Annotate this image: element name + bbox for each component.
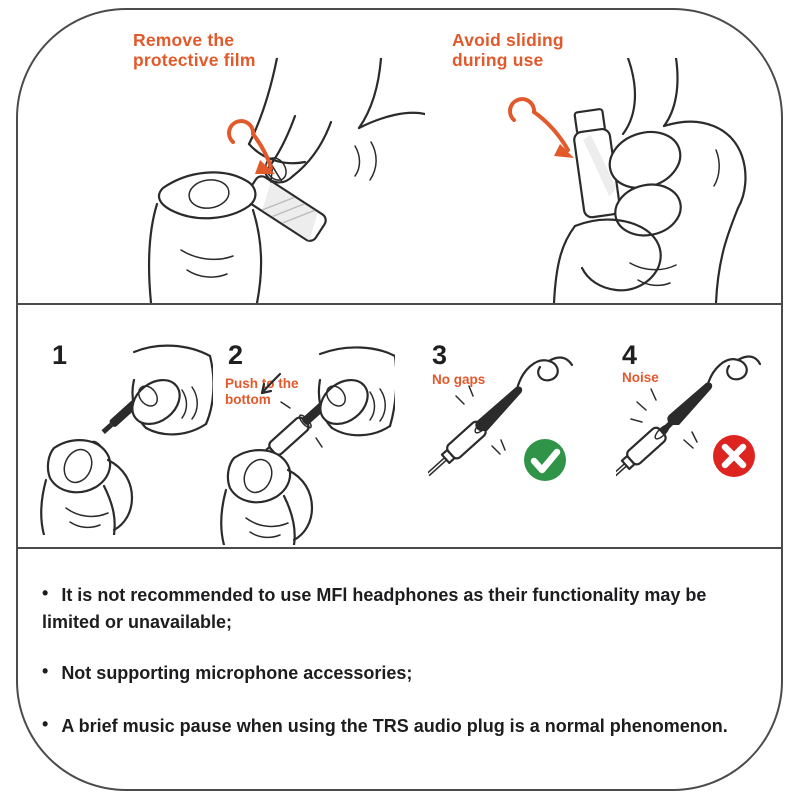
- step-3-label: No gaps: [432, 372, 486, 387]
- step-4-illustration: [616, 352, 761, 487]
- bullet-dot: •: [42, 661, 49, 681]
- note-text-3: A brief music pause when using the TRS audio plug is a normal phenomenon.: [61, 716, 728, 736]
- step-2-illustration: [220, 340, 395, 545]
- curved-arrow-icon: [510, 99, 574, 158]
- note-item-trs-pause: [42, 713, 760, 740]
- note-item-microphone: [42, 660, 760, 687]
- step-3-number: 3: [432, 340, 448, 370]
- step-1-number: 1: [52, 340, 68, 370]
- step-2-label: Push to the bottom: [225, 376, 299, 407]
- insert-arrow-icon: [262, 374, 280, 393]
- step-1-illustration: [38, 340, 213, 535]
- check-icon: [524, 439, 566, 481]
- note-item-mfl: [42, 582, 760, 636]
- step-2-number: 2: [228, 340, 244, 370]
- caption-remove-film-line1: Remove the: [133, 30, 235, 50]
- hold-adapter-illustration: [480, 58, 760, 303]
- note-text-1: It is not recommended to use MFl headphones as their functionality may be limited or unavailable;: [42, 585, 707, 632]
- bullet-dot: •: [42, 714, 49, 734]
- caption-remove-film-line2: protective film: [133, 50, 256, 70]
- peel-film-illustration: [145, 58, 425, 303]
- step-4-number: 4: [622, 340, 638, 370]
- step-4-label: Noise: [622, 370, 659, 385]
- cross-icon: [713, 435, 755, 477]
- caption-avoid-sliding-line2: during use: [452, 50, 544, 70]
- caption-avoid-sliding-line1: Avoid sliding: [452, 30, 564, 50]
- section-divider-top: [17, 303, 783, 305]
- note-text-2: Not supporting microphone accessories;: [61, 663, 413, 683]
- step-3-illustration: [428, 352, 573, 487]
- bullet-dot: •: [42, 583, 49, 603]
- section-divider-bottom: [17, 547, 783, 549]
- notes-list: [42, 582, 760, 764]
